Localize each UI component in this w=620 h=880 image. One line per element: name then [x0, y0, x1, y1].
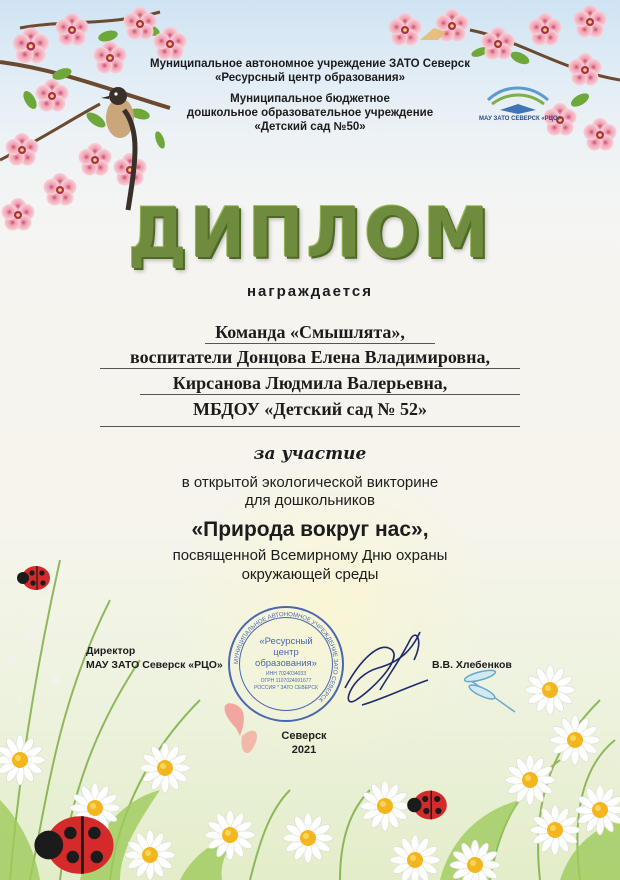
recipient-line-3: Кирсанова Людмила Валерьевна,: [172, 373, 448, 393]
underline-2: [100, 368, 520, 369]
org-line-1: Муниципальное автономное учреждение ЗАТО Северск: [150, 58, 470, 70]
org-line-3: Муниципальное бюджетное: [230, 93, 390, 105]
director-position-line-1: Директор: [86, 645, 136, 657]
diploma-title: ДИПЛОМ: [128, 193, 492, 274]
org-line-5: «Детский сад №50»: [254, 121, 366, 133]
official-stamp: [228, 606, 344, 722]
underline-4: [100, 426, 520, 427]
director-name: В.В. Хлебенков: [432, 659, 512, 671]
reason-line-1: в открытой экологической викторине: [181, 474, 439, 491]
recipient-line-1: Команда «Смышлята»,: [215, 322, 405, 342]
stamp-center-line-2: центр: [273, 647, 299, 658]
year-label: 2021: [291, 744, 317, 756]
reason-line-3: посвященной Всемирному Дню охраны: [172, 547, 448, 564]
reason-line-4: окружающей среды: [241, 566, 379, 583]
city-label: Северск: [281, 730, 327, 742]
org-line-2: «Ресурсный центр образования»: [215, 72, 405, 84]
underline-3: [140, 394, 520, 395]
org-line-4: дошкольное образовательное учреждение: [186, 107, 434, 119]
director-position-line-2: МАУ ЗАТО Северск «РЦО»: [86, 659, 223, 671]
competition-name: «Природа вокруг нас»,: [191, 518, 429, 541]
recipient-line-4: МБДОУ «Детский сад № 52»: [193, 399, 427, 419]
logo-caption: МАУ ЗАТО СЕВЕРСК «РЦО»: [478, 116, 562, 122]
reason-line-2: для дошкольников: [245, 492, 375, 509]
stamp-center-line-3: образования»: [255, 658, 317, 669]
participation-heading: за участие: [253, 444, 367, 464]
awarded-label: награждается: [246, 283, 374, 300]
underline-1: [205, 343, 435, 344]
stamp-ogrn: ОГРН 1107024001677: [260, 678, 312, 684]
stamp-bottom: РОССИЯ * ЗАТО СЕВЕРСК: [254, 685, 318, 691]
stamp-ring-text: МУНИЦИПАЛЬНОЕ АВТОНОМНОЕ УЧРЕЖДЕНИЕ ЗАТО СЕВЕРСК: [233, 611, 339, 703]
stamp-inn: ИНН 7024034033: [265, 671, 306, 677]
recipient-line-2: воспитатели Донцова Елена Владимировна,: [130, 347, 490, 367]
stamp-center-line-1: «Ресурсный: [259, 636, 313, 647]
